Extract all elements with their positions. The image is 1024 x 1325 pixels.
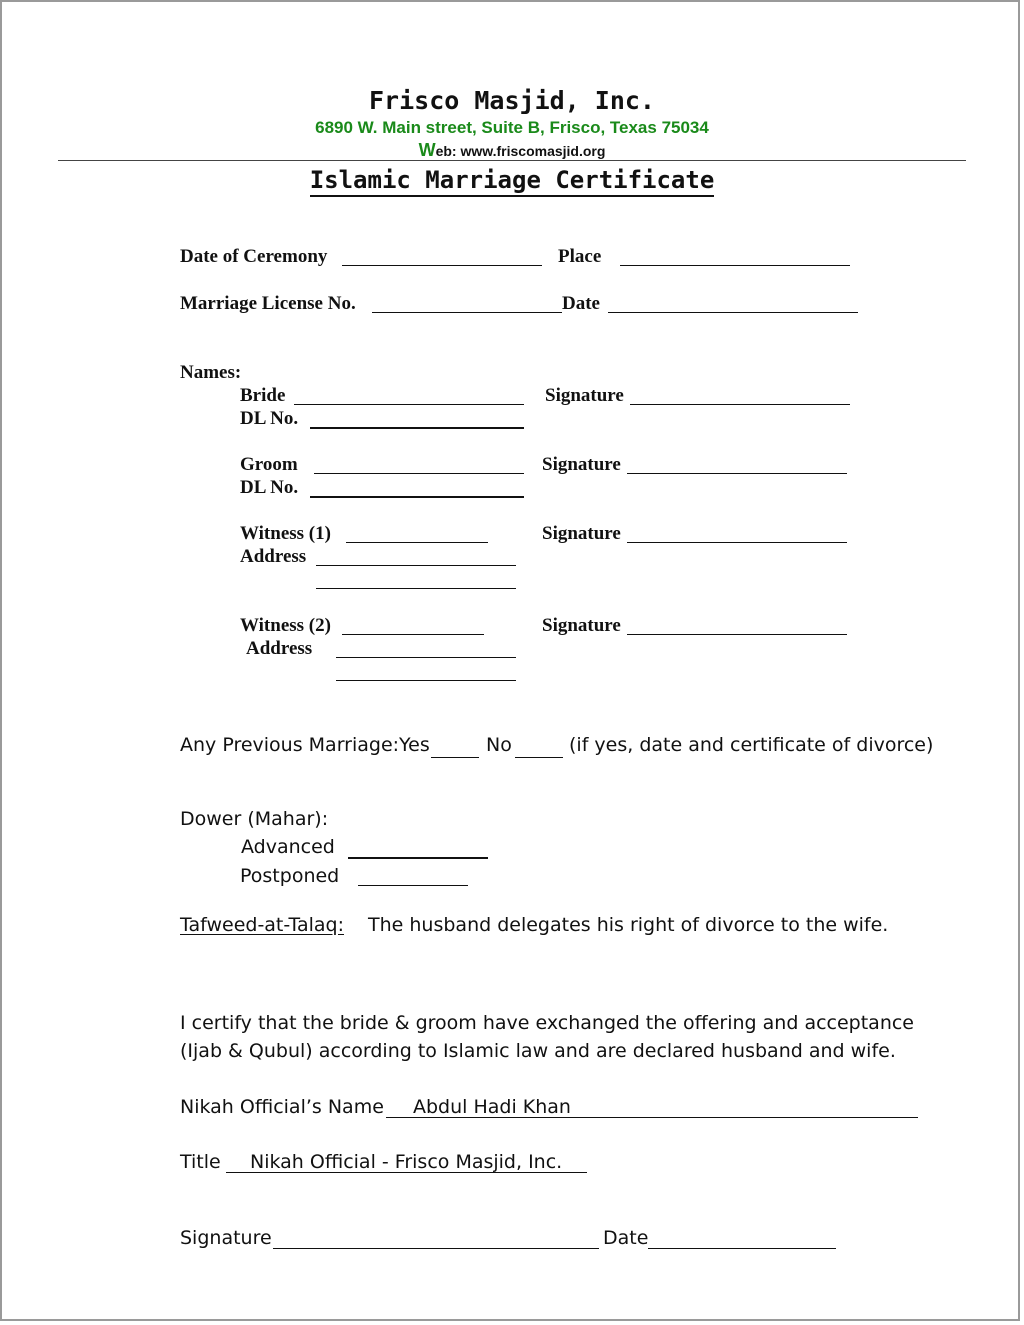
certification-line-1: I certify that the bride & groom have exchanged the offering and acceptance: [180, 1012, 914, 1034]
bride-signature-label: Signature: [545, 385, 624, 406]
previous-marriage-label: Any Previous Marriage:Yes: [180, 734, 430, 756]
official-title-label: Title: [180, 1151, 221, 1173]
witness1-address-field-2[interactable]: [316, 588, 516, 589]
dower-advanced-label: Advanced: [241, 836, 335, 858]
names-heading: Names:: [180, 362, 242, 383]
witness2-address-field-1[interactable]: [336, 657, 516, 658]
groom-name-field[interactable]: [314, 473, 524, 474]
witness1-label: Witness (1): [240, 523, 331, 544]
witness1-signature-field[interactable]: [627, 542, 847, 543]
groom-label: Groom: [240, 454, 298, 475]
web-text: eb: www.friscomasjid.org: [435, 143, 606, 159]
official-name-value: Abdul Hadi Khan: [413, 1096, 571, 1118]
official-signature-field[interactable]: [273, 1248, 599, 1249]
previous-marriage-yes-field[interactable]: [431, 757, 479, 758]
official-signature-label: Signature: [180, 1227, 272, 1249]
dower-heading: Dower (Mahar):: [180, 808, 329, 830]
groom-signature-label: Signature: [542, 454, 621, 475]
license-date-label: Date: [562, 293, 600, 314]
certification-line-2: (Ijab & Qubul) according to Islamic law and are declared husband and wife.: [180, 1040, 896, 1062]
date-of-ceremony-label: Date of Ceremony: [180, 246, 328, 267]
witness2-signature-label: Signature: [542, 615, 621, 636]
previous-marriage-no-label: No: [486, 734, 512, 756]
bride-dl-label: DL No.: [240, 408, 299, 429]
official-name-label: Nikah Official’s Name: [180, 1096, 384, 1118]
witness2-label: Witness (2): [240, 615, 331, 636]
tafweed-text: The husband delegates his right of divorce to the wife.: [368, 914, 889, 936]
dower-advanced-field[interactable]: [348, 857, 488, 859]
official-date-label: Date: [603, 1227, 649, 1249]
official-title-value: Nikah Official - Frisco Masjid, Inc.: [250, 1151, 563, 1173]
witness2-address-label: Address: [246, 638, 313, 659]
org-address: 6890 W. Main street, Suite B, Frisco, Texas 75034: [315, 118, 709, 137]
groom-signature-field[interactable]: [627, 473, 847, 474]
previous-marriage-no-field[interactable]: [515, 757, 563, 758]
header-divider: [58, 160, 966, 161]
org-name: Frisco Masjid, Inc.: [369, 86, 655, 115]
place-field[interactable]: [620, 265, 850, 266]
witness1-signature-label: Signature: [542, 523, 621, 544]
tafweed-label: Tafweed-at-Talaq:: [180, 914, 344, 936]
bride-signature-field[interactable]: [630, 404, 850, 405]
witness2-signature-field[interactable]: [627, 634, 847, 635]
witness2-address-field-2[interactable]: [336, 680, 516, 681]
license-date-field[interactable]: [608, 312, 858, 313]
previous-marriage-note: (if yes, date and certificate of divorce): [569, 734, 934, 756]
witness1-name-field[interactable]: [346, 542, 488, 543]
certificate-title-text: Islamic Marriage Certificate: [310, 166, 715, 197]
witness2-name-field[interactable]: [342, 634, 484, 635]
bride-dl-field[interactable]: [310, 427, 524, 429]
bride-label: Bride: [240, 385, 286, 406]
witness1-address-label: Address: [240, 546, 307, 567]
dower-postponed-label: Postponed: [240, 865, 340, 887]
groom-dl-field[interactable]: [310, 496, 524, 498]
web-initial: W: [418, 140, 436, 160]
groom-dl-label: DL No.: [240, 477, 299, 498]
place-label: Place: [558, 246, 602, 267]
witness1-address-field-1[interactable]: [316, 565, 516, 566]
bride-name-field[interactable]: [294, 404, 524, 405]
marriage-license-label: Marriage License No.: [180, 293, 356, 314]
date-of-ceremony-field[interactable]: [342, 265, 542, 266]
official-date-field[interactable]: [648, 1248, 836, 1249]
dower-postponed-field[interactable]: [358, 885, 468, 886]
marriage-license-field[interactable]: [372, 312, 562, 313]
org-website: [0, 140, 1024, 161]
certificate-title: [0, 166, 1024, 194]
